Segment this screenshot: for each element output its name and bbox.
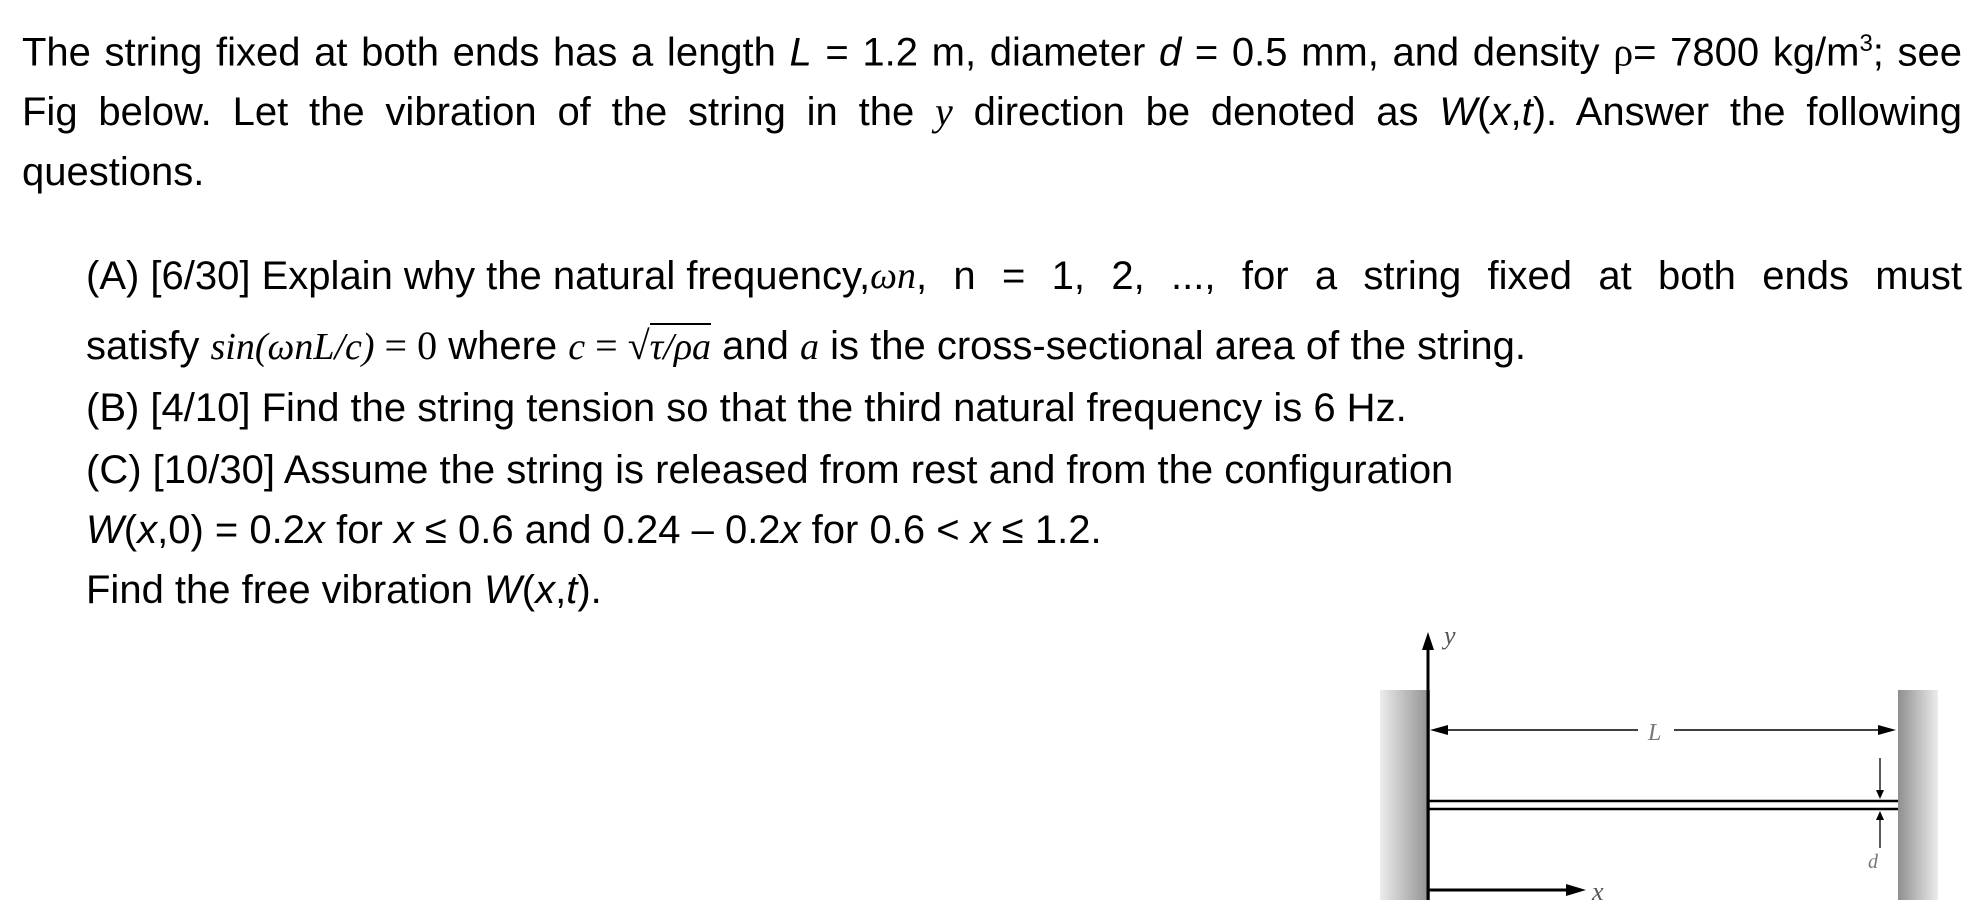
question-a-line2: satisfy sin(ωnL/c) = 0 where c = √τ/ρa and a is the cross-sectional area of the string. (86, 323, 1527, 368)
question-c-line2: W(x,0) = 0.2x for x ≤ 0.6 and 0.24 – 0.2x for 0.6 < x ≤ 1.2. (86, 508, 1102, 552)
x-axis-arrow (1566, 884, 1586, 896)
frequency-equation: sin(ωnL/c) (210, 326, 375, 368)
question-c-line3: Find the free vibration W(x,t). (86, 568, 602, 612)
question-a-line1: (A) [6/30] Explain why the natural frequency, ωn , n = 1, 2, ..., for a string fixed at both ends must (86, 254, 1962, 298)
question-c-line1: (C) [10/30] Assume the string is released from rest and from the configuration (86, 448, 1454, 492)
length-label: L (1648, 720, 1662, 746)
diameter-label: d (1868, 851, 1878, 873)
x-axis-label: x (1592, 877, 1604, 900)
string-diagram (1380, 610, 1940, 900)
question-b: (B) [4/10] Find the string tension so that the third natural frequency is 6 Hz. (86, 386, 1407, 430)
right-wall (1898, 690, 1938, 900)
problem-statement: The string fixed at both ends has a length L = 1.2 m, diameter d = 0.5 mm, and density ρ= 7800 $kg/m^3$; see Fig below. Let the vibration of the string in the y direction be denoted as W(x,t). Answer the following questions. (22, 29, 1963, 195)
y-axis-label: y (1444, 621, 1456, 650)
sqrt-symbol: √ (627, 323, 650, 368)
left-wall (1380, 690, 1430, 900)
wave-speed-expression: τ/ρa (650, 323, 711, 368)
y-axis-arrow (1422, 632, 1434, 650)
